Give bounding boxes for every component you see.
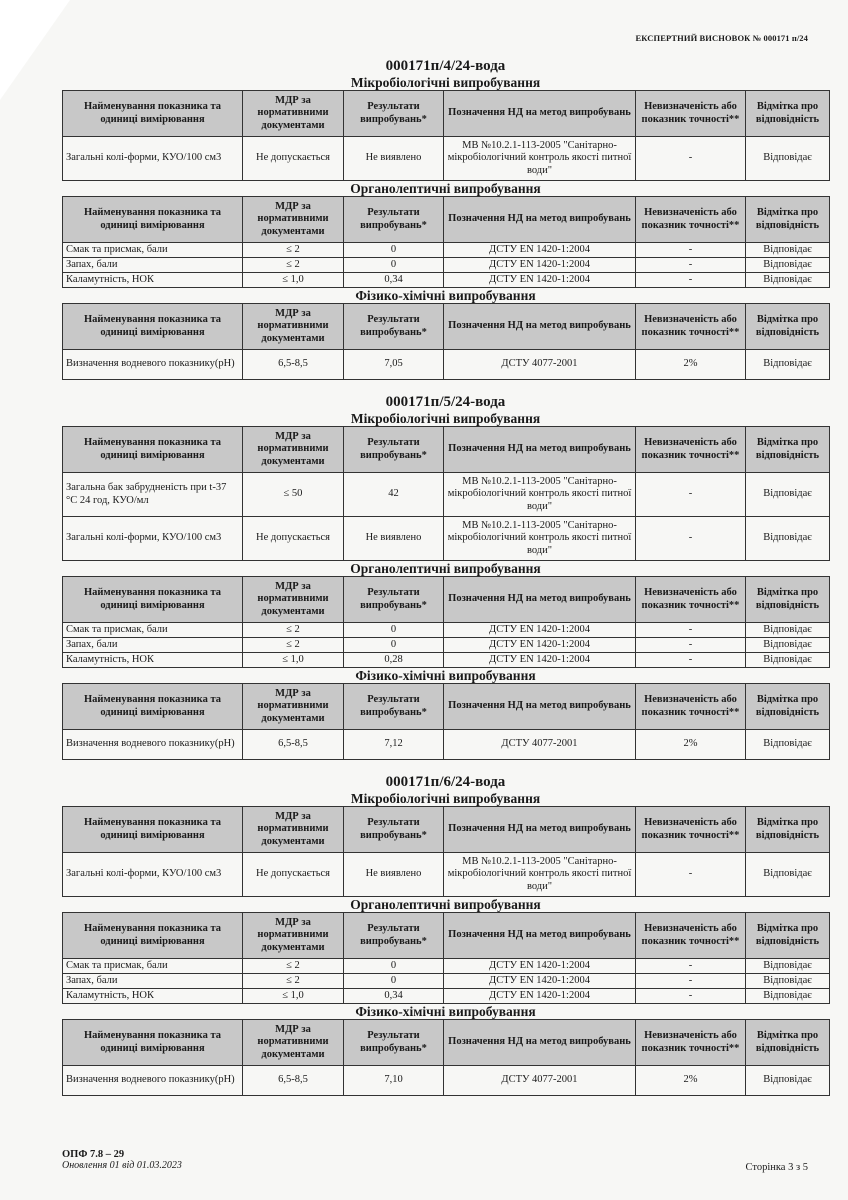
header-method: Позначення НД на метод випробувань: [444, 197, 636, 243]
cell-uncertainty: 2%: [636, 350, 746, 380]
header-name: Найменування показника та одиниці вимірювання: [63, 577, 243, 623]
header-result: Результати випробувань*: [344, 427, 444, 473]
cell-conformity: Відповідає: [746, 137, 830, 181]
cell-mdr: ≤ 2: [243, 243, 344, 258]
cell-uncertainty: -: [636, 258, 746, 273]
cell-name: Загальні колі-форми, КУО/100 см3: [63, 853, 243, 897]
section-title: Органолептичні випробування: [350, 561, 541, 576]
table-header-row: [63, 807, 830, 853]
cell-result: 0,34: [344, 273, 444, 288]
header-result: Результати випробувань*: [344, 304, 444, 350]
document-reference: ЕКСПЕРТНИЙ ВИСНОВОК № 000171 п/24: [635, 33, 808, 43]
header-result: Результати випробувань*: [344, 913, 444, 959]
results-table: [62, 196, 830, 288]
cell-method: ДСТУ 4077-2001: [444, 730, 636, 760]
header-conformity: Відмітка про відповідність: [746, 91, 830, 137]
table-header-row: [63, 1020, 830, 1066]
cell-method: ДСТУ EN 1420-1:2004: [444, 258, 636, 273]
table-row: [63, 517, 830, 561]
cell-conformity: Відповідає: [746, 959, 830, 974]
table-row: [63, 273, 830, 288]
cell-method: ДСТУ EN 1420-1:2004: [444, 623, 636, 638]
cell-conformity: Відповідає: [746, 243, 830, 258]
header-result: Результати випробувань*: [344, 807, 444, 853]
page-number: Сторінка 3 з 5: [745, 1162, 808, 1173]
cell-uncertainty: 2%: [636, 730, 746, 760]
cell-name: Запах, бали: [63, 258, 243, 273]
section-title: Органолептичні випробування: [350, 181, 541, 196]
cell-method: ДСТУ 4077-2001: [444, 1066, 636, 1096]
header-method: Позначення НД на метод випробувань: [444, 304, 636, 350]
cell-mdr: 6,5-8,5: [243, 350, 344, 380]
cell-conformity: Відповідає: [746, 1066, 830, 1096]
results-table: [62, 1019, 830, 1096]
page-corner-fold: [0, 0, 70, 100]
cell-method: МВ №10.2.1-113-2005 "Санітарно-мікробіологічний контроль якості питної води": [444, 137, 636, 181]
header-uncertainty: Невизначеність або показник точності**: [636, 91, 746, 137]
cell-mdr: ≤ 1,0: [243, 989, 344, 1004]
cell-result: 7,05: [344, 350, 444, 380]
results-table: [62, 90, 830, 181]
header-mdr: МДР за нормативними документами: [243, 197, 344, 243]
cell-name: Визначення водневого показнику(рН): [63, 350, 243, 380]
cell-conformity: Відповідає: [746, 653, 830, 668]
table-header-row: [63, 913, 830, 959]
header-mdr: МДР за нормативними документами: [243, 577, 344, 623]
table-row: [63, 653, 830, 668]
cell-mdr: ≤ 50: [243, 473, 344, 517]
cell-uncertainty: -: [636, 273, 746, 288]
cell-mdr: Не допускається: [243, 853, 344, 897]
cell-conformity: Відповідає: [746, 517, 830, 561]
cell-method: ДСТУ EN 1420-1:2004: [444, 959, 636, 974]
table-row: [63, 350, 830, 380]
header-mdr: МДР за нормативними документами: [243, 91, 344, 137]
cell-method: ДСТУ 4077-2001: [444, 350, 636, 380]
cell-name: Каламутність, НОК: [63, 989, 243, 1004]
cell-result: 7,10: [344, 1066, 444, 1096]
cell-result: 42: [344, 473, 444, 517]
cell-result: 0: [344, 258, 444, 273]
table-row: [63, 974, 830, 989]
header-conformity: Відмітка про відповідність: [746, 807, 830, 853]
sample-block: [62, 58, 829, 380]
header-conformity: Відмітка про відповідність: [746, 913, 830, 959]
table-header-row: [63, 684, 830, 730]
header-uncertainty: Невизначеність або показник точності**: [636, 1020, 746, 1066]
header-mdr: МДР за нормативними документами: [243, 304, 344, 350]
cell-uncertainty: -: [636, 653, 746, 668]
header-name: Найменування показника та одиниці вимірювання: [63, 913, 243, 959]
document-content: [62, 58, 829, 1110]
cell-method: ДСТУ EN 1420-1:2004: [444, 273, 636, 288]
cell-conformity: Відповідає: [746, 258, 830, 273]
sample-title: 000171п/6/24-вода: [385, 774, 506, 790]
cell-conformity: Відповідає: [746, 974, 830, 989]
cell-result: 0,34: [344, 989, 444, 1004]
cell-uncertainty: -: [636, 243, 746, 258]
cell-mdr: Не допускається: [243, 137, 344, 181]
cell-uncertainty: -: [636, 853, 746, 897]
cell-name: Запах, бали: [63, 638, 243, 653]
header-result: Результати випробувань*: [344, 197, 444, 243]
table-header-row: [63, 91, 830, 137]
cell-result: Не виявлено: [344, 517, 444, 561]
header-mdr: МДР за нормативними документами: [243, 807, 344, 853]
cell-result: 0: [344, 243, 444, 258]
cell-method: МВ №10.2.1-113-2005 "Санітарно-мікробіологічний контроль якості питної води": [444, 473, 636, 517]
header-method: Позначення НД на метод випробувань: [444, 427, 636, 473]
header-mdr: МДР за нормативними документами: [243, 913, 344, 959]
header-name: Найменування показника та одиниці вимірювання: [63, 427, 243, 473]
cell-result: 7,12: [344, 730, 444, 760]
header-uncertainty: Невизначеність або показник точності**: [636, 577, 746, 623]
sample-title: 000171п/5/24-вода: [385, 394, 506, 410]
cell-method: ДСТУ EN 1420-1:2004: [444, 243, 636, 258]
cell-name: Визначення водневого показнику(рН): [63, 1066, 243, 1096]
results-table: [62, 303, 830, 380]
cell-result: 0: [344, 974, 444, 989]
cell-method: ДСТУ EN 1420-1:2004: [444, 974, 636, 989]
cell-conformity: Відповідає: [746, 730, 830, 760]
header-uncertainty: Невизначеність або показник точності**: [636, 304, 746, 350]
cell-name: Загальні колі-форми, КУО/100 см3: [63, 137, 243, 181]
table-row: [63, 853, 830, 897]
cell-result: 0: [344, 959, 444, 974]
table-row: [63, 243, 830, 258]
table-row: [63, 473, 830, 517]
header-method: Позначення НД на метод випробувань: [444, 807, 636, 853]
header-name: Найменування показника та одиниці вимірювання: [63, 1020, 243, 1066]
cell-mdr: ≤ 2: [243, 959, 344, 974]
cell-uncertainty: -: [636, 638, 746, 653]
table-row: [63, 258, 830, 273]
header-uncertainty: Невизначеність або показник точності**: [636, 684, 746, 730]
cell-name: Визначення водневого показнику(рН): [63, 730, 243, 760]
cell-name: Запах, бали: [63, 974, 243, 989]
header-result: Результати випробувань*: [344, 1020, 444, 1066]
header-method: Позначення НД на метод випробувань: [444, 684, 636, 730]
cell-result: 0: [344, 638, 444, 653]
header-conformity: Відмітка про відповідність: [746, 197, 830, 243]
cell-name: Смак та присмак, бали: [63, 243, 243, 258]
cell-name: Смак та присмак, бали: [63, 623, 243, 638]
section-title: Мікробіологічні випробування: [350, 75, 541, 90]
table-header-row: [63, 577, 830, 623]
header-method: Позначення НД на метод випробувань: [444, 913, 636, 959]
cell-mdr: ≤ 2: [243, 258, 344, 273]
cell-mdr: ≤ 1,0: [243, 653, 344, 668]
cell-mdr: ≤ 2: [243, 623, 344, 638]
table-row: [63, 137, 830, 181]
sample-block: [62, 394, 829, 760]
section-title: Мікробіологічні випробування: [350, 411, 541, 426]
header-mdr: МДР за нормативними документами: [243, 684, 344, 730]
header-conformity: Відмітка про відповідність: [746, 684, 830, 730]
header-result: Результати випробувань*: [344, 91, 444, 137]
table-row: [63, 989, 830, 1004]
table-row: [63, 638, 830, 653]
cell-result: 0: [344, 623, 444, 638]
cell-conformity: Відповідає: [746, 350, 830, 380]
cell-uncertainty: -: [636, 473, 746, 517]
header-uncertainty: Невизначеність або показник точності**: [636, 807, 746, 853]
cell-mdr: 6,5-8,5: [243, 730, 344, 760]
cell-result: Не виявлено: [344, 853, 444, 897]
section-title: Фізико-хімічні випробування: [355, 668, 536, 683]
header-name: Найменування показника та одиниці вимірювання: [63, 91, 243, 137]
header-uncertainty: Невизначеність або показник точності**: [636, 913, 746, 959]
cell-method: МВ №10.2.1-113-2005 "Санітарно-мікробіологічний контроль якості питної води": [444, 517, 636, 561]
cell-mdr: ≤ 2: [243, 974, 344, 989]
cell-conformity: Відповідає: [746, 473, 830, 517]
cell-uncertainty: -: [636, 623, 746, 638]
form-update: Оновлення 01 від 01.03.2023: [62, 1160, 182, 1171]
cell-name: Загальна бак забрудненість при t-37 °С 24 год, КУО/мл: [63, 473, 243, 517]
cell-uncertainty: -: [636, 959, 746, 974]
cell-uncertainty: -: [636, 989, 746, 1004]
cell-uncertainty: -: [636, 137, 746, 181]
cell-result: 0,28: [344, 653, 444, 668]
cell-mdr: Не допускається: [243, 517, 344, 561]
header-conformity: Відмітка про відповідність: [746, 304, 830, 350]
header-result: Результати випробувань*: [344, 577, 444, 623]
cell-mdr: ≤ 1,0: [243, 273, 344, 288]
section-title: Органолептичні випробування: [350, 897, 541, 912]
header-conformity: Відмітка про відповідність: [746, 1020, 830, 1066]
cell-mdr: 6,5-8,5: [243, 1066, 344, 1096]
header-conformity: Відмітка про відповідність: [746, 577, 830, 623]
header-method: Позначення НД на метод випробувань: [444, 1020, 636, 1066]
cell-name: Загальні колі-форми, КУО/100 см3: [63, 517, 243, 561]
footer-form-info: [62, 1149, 182, 1171]
table-row: [63, 1066, 830, 1096]
header-name: Найменування показника та одиниці вимірювання: [63, 304, 243, 350]
cell-conformity: Відповідає: [746, 989, 830, 1004]
header-uncertainty: Невизначеність або показник точності**: [636, 197, 746, 243]
table-header-row: [63, 427, 830, 473]
header-name: Найменування показника та одиниці вимірювання: [63, 684, 243, 730]
cell-method: ДСТУ EN 1420-1:2004: [444, 638, 636, 653]
table-row: [63, 623, 830, 638]
section-title: Мікробіологічні випробування: [350, 791, 541, 806]
header-mdr: МДР за нормативними документами: [243, 427, 344, 473]
section-title: Фізико-хімічні випробування: [355, 1004, 536, 1019]
cell-conformity: Відповідає: [746, 638, 830, 653]
table-header-row: [63, 304, 830, 350]
header-method: Позначення НД на метод випробувань: [444, 91, 636, 137]
header-uncertainty: Невизначеність або показник точності**: [636, 427, 746, 473]
results-table: [62, 806, 830, 897]
results-table: [62, 912, 830, 1004]
cell-name: Каламутність, НОК: [63, 653, 243, 668]
cell-method: ДСТУ EN 1420-1:2004: [444, 653, 636, 668]
results-table: [62, 683, 830, 760]
header-name: Найменування показника та одиниці вимірювання: [63, 807, 243, 853]
cell-mdr: ≤ 2: [243, 638, 344, 653]
results-table: [62, 426, 830, 561]
cell-name: Смак та присмак, бали: [63, 959, 243, 974]
cell-method: ДСТУ EN 1420-1:2004: [444, 989, 636, 1004]
sample-block: [62, 774, 829, 1096]
table-header-row: [63, 197, 830, 243]
header-method: Позначення НД на метод випробувань: [444, 577, 636, 623]
header-result: Результати випробувань*: [344, 684, 444, 730]
cell-conformity: Відповідає: [746, 273, 830, 288]
cell-conformity: Відповідає: [746, 623, 830, 638]
section-title: Фізико-хімічні випробування: [355, 288, 536, 303]
header-name: Найменування показника та одиниці вимірювання: [63, 197, 243, 243]
form-code: ОПФ 7.8 – 29: [62, 1149, 125, 1160]
cell-uncertainty: 2%: [636, 1066, 746, 1096]
table-row: [63, 959, 830, 974]
header-mdr: МДР за нормативними документами: [243, 1020, 344, 1066]
cell-conformity: Відповідає: [746, 853, 830, 897]
cell-uncertainty: -: [636, 517, 746, 561]
cell-result: Не виявлено: [344, 137, 444, 181]
cell-method: МВ №10.2.1-113-2005 "Санітарно-мікробіологічний контроль якості питної води": [444, 853, 636, 897]
table-row: [63, 730, 830, 760]
cell-name: Каламутність, НОК: [63, 273, 243, 288]
cell-uncertainty: -: [636, 974, 746, 989]
header-conformity: Відмітка про відповідність: [746, 427, 830, 473]
sample-title: 000171п/4/24-вода: [385, 58, 506, 74]
results-table: [62, 576, 830, 668]
